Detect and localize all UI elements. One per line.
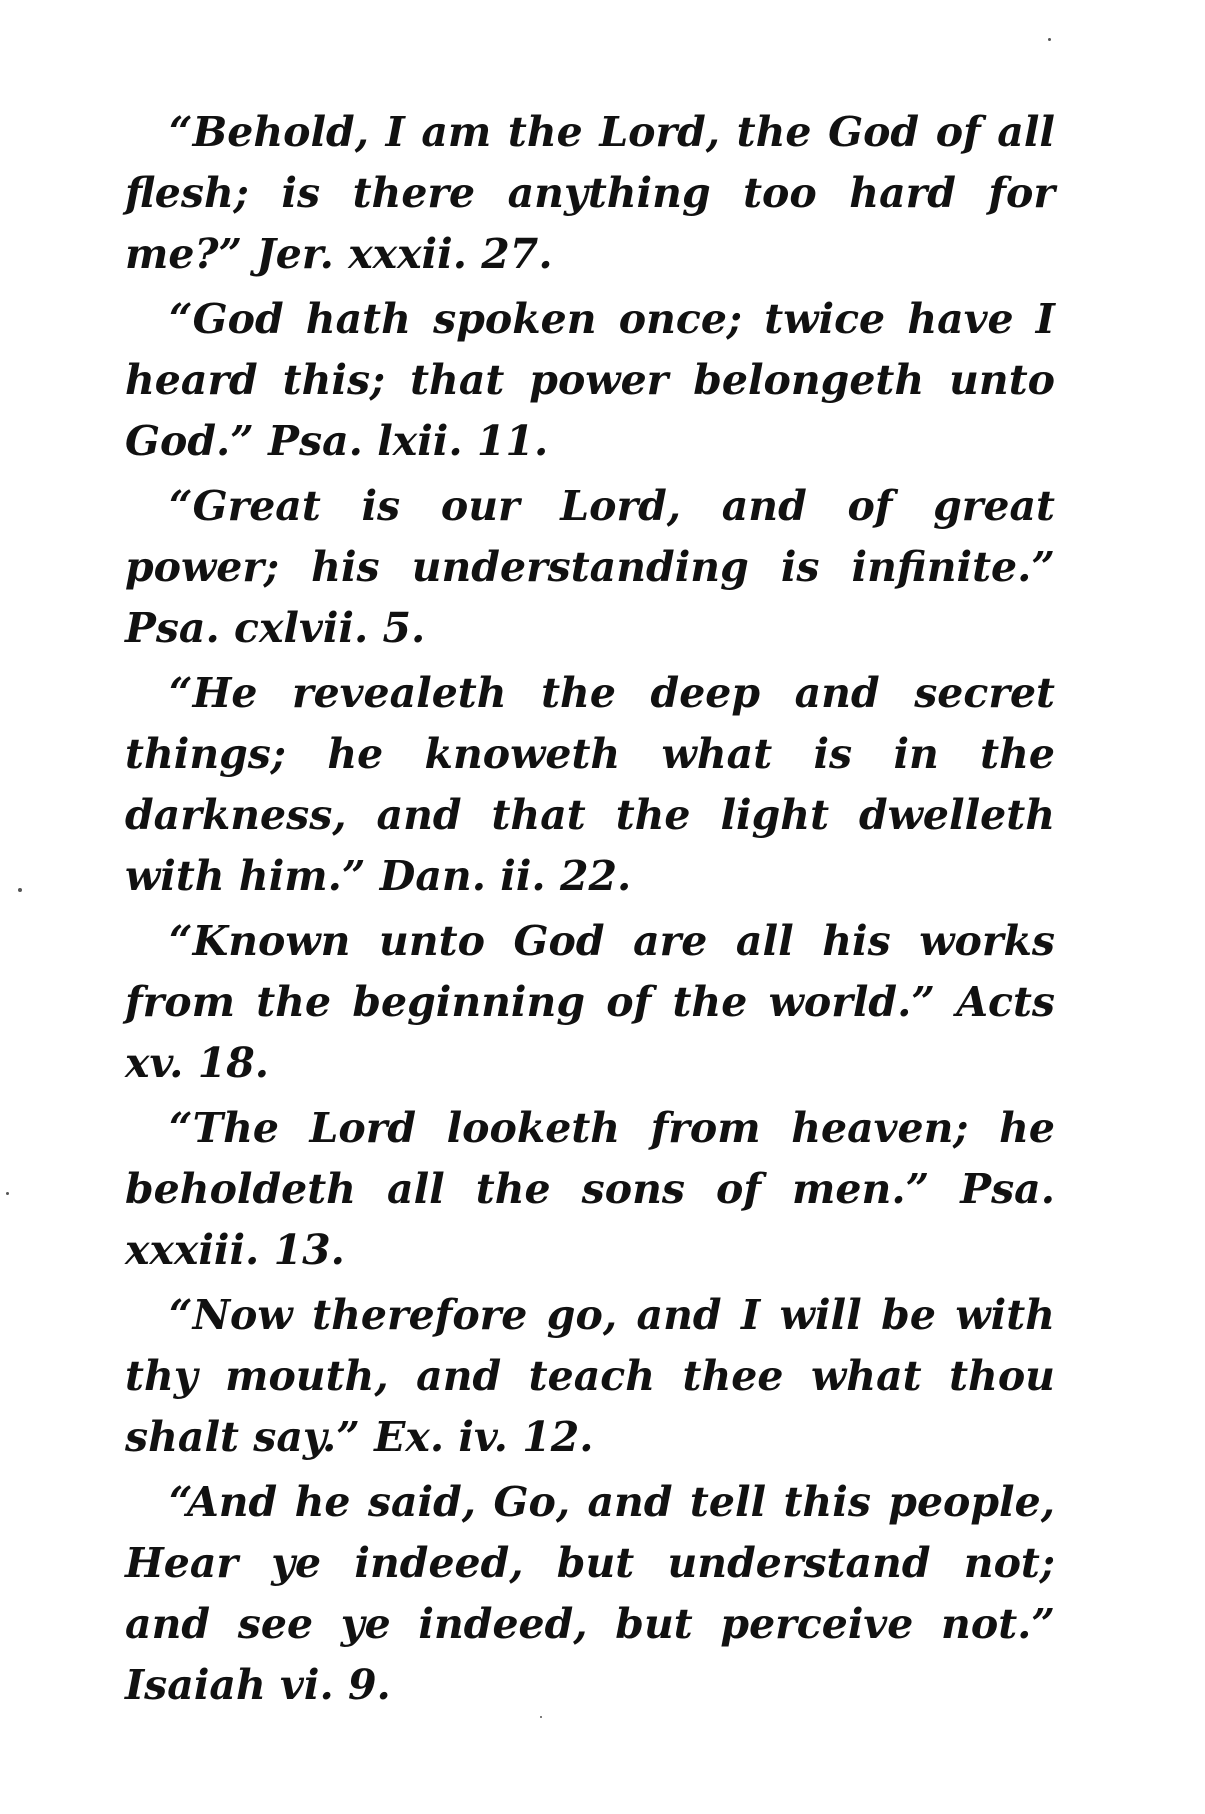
- verse-reference: Acts xv. 18.: [125, 978, 1055, 1087]
- verse-reference: Psa. cxlvii. 5.: [125, 604, 426, 652]
- verse-5: [125, 911, 1055, 1094]
- scripture-page: [125, 102, 1055, 1720]
- verse-4: [125, 663, 1055, 907]
- verse-text: “The Lord looketh from heaven; he beholdeth all the sons of men.”: [125, 1104, 1055, 1213]
- scan-speck: [540, 1716, 542, 1718]
- verse-text: “And he said, Go, and tell this people, Hear ye indeed, but understand not; and see ye indeed, but perceive not.”: [125, 1478, 1055, 1648]
- verse-3: [125, 476, 1055, 659]
- verse-text: “God hath spoken once; twice have I heard this; that power belongeth unto God.”: [125, 295, 1055, 465]
- verse-text: “Behold, I am the Lord, the God of all flesh; is there anything too hard for me?”: [125, 108, 1055, 278]
- verse-reference: Isaiah vi. 9.: [125, 1661, 391, 1709]
- verse-1: [125, 102, 1055, 285]
- verse-6: [125, 1098, 1055, 1281]
- verse-8: [125, 1472, 1055, 1716]
- verse-reference: Psa. lxii. 11.: [268, 417, 549, 465]
- verse-7: [125, 1285, 1055, 1468]
- verse-reference: Jer. xxxii. 27.: [256, 230, 553, 278]
- verse-text: “Now therefore go, and I will be with thy mouth, and teach thee what thou shalt say.”: [125, 1291, 1055, 1461]
- verse-reference: Ex. iv. 12.: [374, 1413, 594, 1461]
- scan-speck: [18, 888, 22, 892]
- verse-2: [125, 289, 1055, 472]
- verse-reference: Dan. ii. 22.: [379, 852, 632, 900]
- scan-speck: [1048, 38, 1051, 41]
- scan-speck: [6, 1192, 9, 1195]
- verse-text: “Known unto God are all his works from the beginning of the world.”: [125, 917, 1055, 1026]
- verse-reference: Psa. xxxiii. 13.: [125, 1165, 1055, 1274]
- verse-text: “Great is our Lord, and of great power; his understanding is infinite.”: [125, 482, 1055, 591]
- verse-text: “He revealeth the deep and secret things; he knoweth what is in the darkness, and that the light dwelleth with him.”: [125, 669, 1055, 900]
